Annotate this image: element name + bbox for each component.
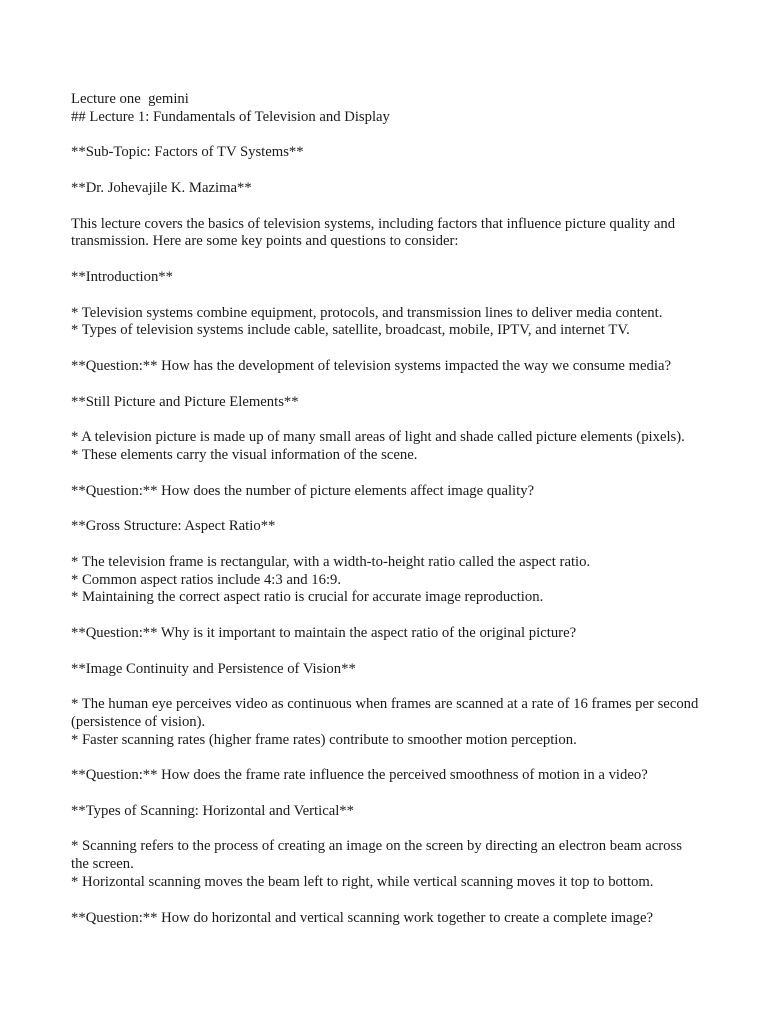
section-heading: **Gross Structure: Aspect Ratio** [71,518,276,535]
section-heading: **Introduction** [71,268,173,285]
spacer [71,411,701,429]
section-heading: **Image Continuity and Persistence of Vision** [71,660,356,677]
spacer [71,785,701,803]
spacer [71,251,701,269]
bullet-item: * Horizontal scanning moves the beam left to right, while vertical scanning moves it top to bottom. [71,874,654,891]
bullet-item: * Maintaining the correct aspect ratio is crucial for accurate image reproduction. [71,589,544,606]
spacer [71,536,701,554]
spacer [71,607,701,625]
spacer [71,162,701,180]
document-subtopic: **Sub-Topic: Factors of TV Systems** [71,144,304,161]
document-author: **Dr. Johevajile K. Mazima** [71,179,252,196]
bullet-item: * Scanning refers to the process of creating an image on the screen by directing an electron beam across the screen. [71,838,682,873]
bullet-item: * Types of television systems include cable, satellite, broadcast, mobile, IPTV, and internet TV. [71,322,630,339]
question-text: **Question:** How does the number of picture elements affect image quality? [71,482,535,499]
bullet-item: * The human eye perceives video as continuous when frames are scanned at a rate of 16 frames per second (persistence of vision). [71,696,699,730]
spacer [71,127,701,145]
bullet-item: * Faster scanning rates (higher frame rates) contribute to smoother motion perception. [71,731,577,748]
spacer [71,287,701,305]
document-title: ## Lecture 1: Fundamentals of Television and Display [71,108,390,125]
question-text: **Question:** How has the development of television systems impacted the way we consume media? [71,357,672,374]
bullet-item: * Common aspect ratios include 4:3 and 16:9. [71,571,342,588]
bullet-item: * The television frame is rectangular, with a width-to-height ratio called the aspect ratio. [71,553,591,570]
spacer [71,678,701,696]
section-heading: **Still Picture and Picture Elements** [71,393,299,410]
bullet-item: * These elements carry the visual information of the scene. [71,446,418,463]
bullet-item: * A television picture is made up of many small areas of light and shade called picture elements (pixels). [71,429,685,446]
section-heading: **Types of Scanning: Horizontal and Vertical** [71,802,354,819]
intro-paragraph: This lecture covers the basics of television systems, including factors that influence picture quality and transmission. Here are some key points and questions to consider: [71,215,676,250]
spacer [71,376,701,394]
question-text: **Question:** How do horizontal and vertical scanning work together to create a complete image? [71,909,653,926]
spacer [71,749,701,767]
question-text: **Question:** Why is it important to maintain the aspect ratio of the original picture? [71,624,577,641]
spacer [71,340,701,358]
spacer [71,198,701,216]
bullet-item: * Television systems combine equipment, protocols, and transmission lines to deliver media content. [71,304,663,321]
spacer [71,465,701,483]
spacer [71,500,701,518]
spacer [71,821,701,839]
document-header-line: Lecture one gemini [71,91,189,107]
document-page [71,91,701,927]
spacer [71,892,701,910]
question-text: **Question:** How does the frame rate influence the perceived smoothness of motion in a video? [71,767,648,784]
spacer [71,643,701,661]
